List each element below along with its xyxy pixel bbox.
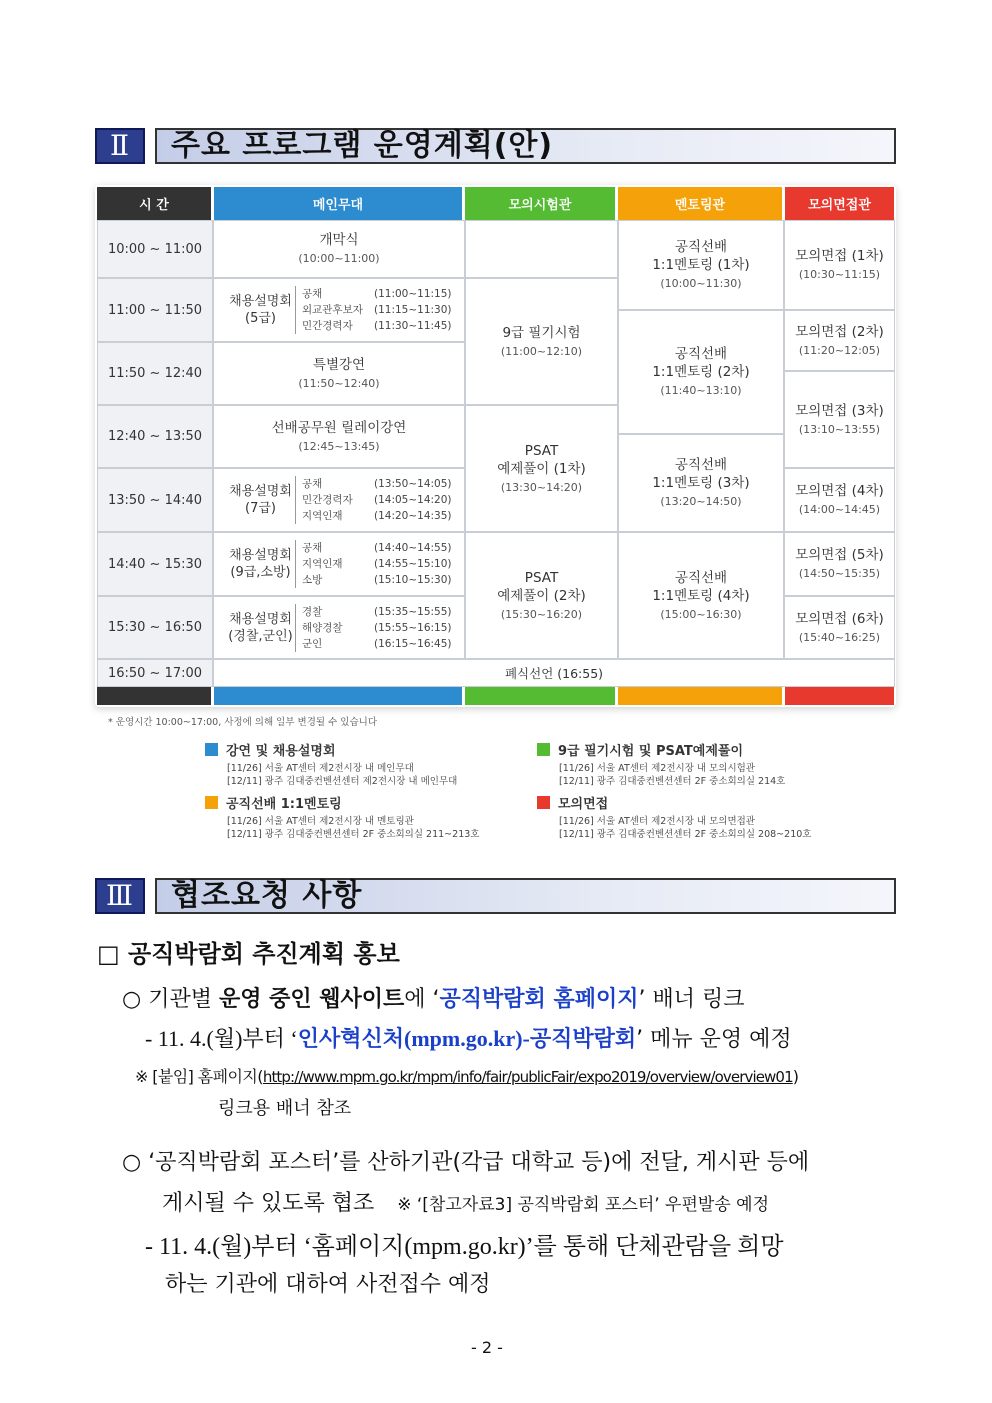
main-fair-5	[213, 278, 465, 342]
event-title: 모의면접 (2차)	[795, 323, 884, 340]
text-highlight: 인사혁신처(mpm.go.kr)-공직박람회	[297, 1026, 637, 1051]
legend-line: [12/11] 광주 김대중컨벤션센터 2F 중소회의실 214호	[559, 776, 786, 787]
header-main-stage: 메인무대	[214, 187, 462, 220]
interview-1	[784, 220, 895, 310]
event-time: (15:00~16:30)	[660, 607, 742, 621]
event-time: (11:50~12:40)	[298, 376, 380, 390]
text: 게시될 수 있도록 협조	[162, 1191, 375, 1216]
legend-line: [12/11] 광주 김대중컨벤션센터 2F 중소회의실 208~210호	[559, 829, 812, 840]
fair-item: 경찰	[302, 605, 323, 618]
legend-title: 9급 필기시험 및 PSAT예제풀이	[558, 744, 744, 759]
paragraph	[122, 982, 744, 1013]
bar-time	[97, 687, 211, 705]
time-slot: 10:00 ~ 11:00	[97, 220, 213, 278]
event-time: (14:00~14:45)	[798, 503, 881, 516]
legend-title: 공직선배 1:1멘토링	[226, 797, 342, 812]
fair-item-time: (13:50~14:05)	[374, 478, 452, 490]
time-slot: 11:00 ~ 11:50	[97, 278, 213, 342]
fair-item: 지역인재	[302, 510, 343, 522]
event-time: (11:40~13:10)	[660, 384, 742, 397]
fair-grid	[226, 476, 452, 524]
interview-3	[784, 371, 895, 468]
text-note: ※ ‘[참고자료3] 공직박람회 포스터’ 우편발송 예정	[397, 1195, 769, 1215]
text: - 11. 4.(월)부터 ‘	[145, 1026, 298, 1051]
fair-item-time: (11:15~11:30)	[374, 304, 452, 316]
schedule-note: * 운영시간 10:00~17:00, 사정에 의해 일부 변경될 수 있습니다	[108, 717, 378, 728]
event-title: 특별강연	[312, 356, 366, 373]
fair-item-time: (16:15~16:45)	[374, 637, 452, 650]
text: )	[792, 1067, 799, 1086]
event-title: 모의면접 (4차)	[795, 483, 884, 499]
fair-item: 공채	[302, 542, 323, 554]
main-fair-7	[213, 468, 465, 532]
event-time: (13:20~14:50)	[660, 495, 742, 508]
paragraph-note	[135, 1064, 798, 1087]
event-title: 모의면접 (6차)	[795, 610, 884, 627]
exam-psat-1	[465, 405, 618, 532]
header-time: 시 간	[97, 187, 211, 220]
fair-label: 채용설명회 (경찰,군인)	[226, 604, 296, 652]
event-time: (14:50~15:35)	[798, 567, 881, 580]
legend-line: [11/26] 서울 AT센터 제2전시장 내 모의시험관	[559, 763, 755, 774]
event-title: 공직선배 1:1멘토링 (1차)	[652, 239, 750, 273]
fair-grid	[226, 540, 452, 588]
fair-item: 지역인재	[302, 558, 343, 570]
event-time: (13:30~14:20)	[500, 480, 583, 494]
paragraph: ○ ‘공직박람회 포스터’를 산하기관(각급 대학교 등)에 전달, 게시판 등에	[122, 1150, 810, 1175]
event-title: 공직선배 1:1멘토링 (4차)	[652, 569, 750, 604]
event-title: 개막식	[319, 232, 359, 248]
fair-label: 채용설명회 (7급)	[226, 476, 296, 524]
main-relay-lecture	[213, 405, 465, 468]
fair-label: 채용설명회 (9급,소방)	[226, 540, 296, 588]
event-time: (11:20~12:05)	[798, 343, 881, 357]
fair-item-time: (14:05~14:20)	[374, 494, 452, 506]
section-number: Ⅱ	[95, 128, 145, 164]
paragraph	[162, 1186, 769, 1217]
text: ’ 메뉴 운영 예정	[636, 1027, 792, 1052]
fair-item: 외교관후보자	[302, 304, 363, 316]
paragraph: 하는 기관에 대하여 사전접수 예정	[165, 1272, 491, 1297]
fair-item: 공채	[302, 288, 323, 300]
fair-item: 군인	[302, 637, 323, 650]
time-slot: 15:30 ~ 16:50	[97, 596, 213, 659]
mentor-3	[618, 434, 784, 532]
main-special-lecture	[213, 342, 465, 405]
text-bold: 운영 중인 웹사이트	[218, 987, 405, 1012]
mentor-2	[618, 310, 784, 434]
fair-item-time: (15:35~15:55)	[374, 605, 452, 618]
closing-ceremony: 폐식선언 (16:55)	[213, 659, 895, 687]
fair-item: 민간경력자	[302, 494, 353, 506]
section-title: 주요 프로그램 운영계획(안)	[155, 128, 896, 164]
schedule-table	[95, 185, 896, 707]
legend-line: [11/26] 서울 AT센터 제2전시장 내 메인무대	[227, 763, 414, 774]
fair-item: 소방	[302, 574, 323, 586]
event-title: 선배공무원 릴레이강연	[271, 419, 407, 436]
fair-item-time: (15:10~15:30)	[374, 574, 452, 586]
interview-6	[784, 596, 895, 659]
main-fair-police	[213, 596, 465, 659]
time-slot: 13:50 ~ 14:40	[97, 468, 213, 532]
event-title: 모의면접 (5차)	[795, 547, 884, 563]
section-number: Ⅲ	[95, 878, 145, 914]
square-icon	[205, 743, 218, 756]
event-time: (15:40~16:25)	[798, 630, 881, 644]
legend-mentor	[205, 793, 525, 841]
event-title: 모의면접 (1차)	[795, 248, 884, 264]
event-title: 모의면접 (3차)	[795, 402, 884, 419]
homepage-link[interactable]: http://www.mpm.go.kr/mpm/info/fair/publicFair/expo2019/overview/overview01	[262, 1068, 793, 1086]
section-title: 협조요청 사항	[155, 878, 896, 914]
square-icon	[537, 743, 550, 756]
event-title: PSAT 예제풀이 (1차)	[497, 442, 586, 477]
fair-item-time: (14:40~14:55)	[374, 542, 452, 554]
fair-item-time: (11:30~11:45)	[374, 320, 452, 332]
exam-empty	[465, 220, 618, 278]
paragraph-note: 링크용 배너 참조	[218, 1098, 352, 1119]
bar-interview	[785, 687, 894, 705]
event-time: (10:00~11:00)	[298, 252, 380, 265]
fair-item: 해양경찰	[302, 621, 343, 634]
interview-5	[784, 532, 895, 596]
fair-item: 민간경력자	[302, 320, 353, 332]
fair-label: 채용설명회 (5급)	[226, 286, 296, 334]
subsection-heading: □ 공직박람회 추진계획 홍보	[97, 940, 400, 968]
bar-mentor	[618, 687, 782, 705]
header-mentoring-hall: 멘토링관	[618, 187, 782, 220]
bar-exam	[465, 687, 615, 705]
paragraph: - 11. 4.(월)부터 ‘홈페이지(mpm.go.kr)’를 통해 단체관람을 희망	[145, 1234, 784, 1260]
event-time: (10:00~11:30)	[660, 277, 742, 290]
event-time: (10:30~11:15)	[798, 268, 881, 281]
time-slot: 16:50 ~ 17:00	[97, 659, 213, 687]
exam-9-written	[465, 278, 618, 405]
event-time: (12:45~13:45)	[298, 439, 380, 453]
event-time: (11:00~12:10)	[500, 344, 583, 358]
square-icon	[205, 796, 218, 809]
text: ※ [붙임] 홈페이지(	[135, 1067, 263, 1086]
header-exam-hall: 모의시험관	[465, 187, 615, 220]
fair-item-time: (11:00~11:15)	[374, 288, 452, 300]
legend-interview	[537, 793, 877, 841]
time-slot: 11:50 ~ 12:40	[97, 342, 213, 405]
legend-line: [11/26] 서울 AT센터 제2전시장 내 모의면접관	[559, 816, 755, 827]
fair-grid	[226, 604, 452, 652]
fair-item: 공채	[302, 478, 323, 490]
time-slot: 14:40 ~ 15:30	[97, 532, 213, 596]
exam-psat-2	[465, 532, 618, 659]
legend-line: [12/11] 광주 김대중컨벤션센터 2F 중소회의실 211~213호	[227, 829, 480, 840]
bar-main	[214, 687, 462, 705]
fair-item-time: (15:55~16:15)	[374, 621, 452, 634]
interview-2	[784, 310, 895, 371]
header-interview-hall: 모의면접관	[785, 187, 894, 220]
fair-item-time: (14:20~14:35)	[374, 510, 452, 522]
main-opening	[213, 220, 465, 278]
event-title: 9급 필기시험	[502, 324, 581, 341]
legend-main	[205, 740, 525, 788]
legend-line: [12/11] 광주 김대중컨벤션센터 제2전시장 내 메인무대	[227, 776, 458, 787]
text: 에 ‘	[404, 987, 440, 1012]
page-number: - 2 -	[471, 1338, 503, 1357]
event-title: 공직선배 1:1멘토링 (3차)	[652, 457, 750, 491]
legend-exam	[537, 740, 877, 788]
fair-grid	[226, 286, 452, 334]
interview-4	[784, 468, 895, 532]
legend-line: [11/26] 서울 AT센터 제2전시장 내 멘토링관	[227, 816, 414, 827]
legend-title: 모의면접	[558, 797, 609, 812]
text-highlight: 공직박람회 홈페이지	[439, 987, 639, 1012]
event-title: PSAT 예제풀이 (2차)	[497, 569, 586, 604]
time-slot: 12:40 ~ 13:50	[97, 405, 213, 468]
event-title: 공직선배 1:1멘토링 (2차)	[652, 346, 750, 380]
legend-title: 강연 및 채용설명회	[226, 744, 336, 759]
event-time: (15:30~16:20)	[500, 607, 583, 621]
paragraph	[145, 1022, 792, 1053]
main-fair-9	[213, 532, 465, 596]
fair-item-time: (14:55~15:10)	[374, 558, 452, 570]
square-icon	[537, 796, 550, 809]
text: ○ 기관별	[122, 987, 219, 1012]
mentor-1	[618, 220, 784, 310]
mentor-4	[618, 532, 784, 659]
text: ’ 배너 링크	[638, 987, 745, 1012]
event-time: (13:10~13:55)	[798, 422, 881, 436]
